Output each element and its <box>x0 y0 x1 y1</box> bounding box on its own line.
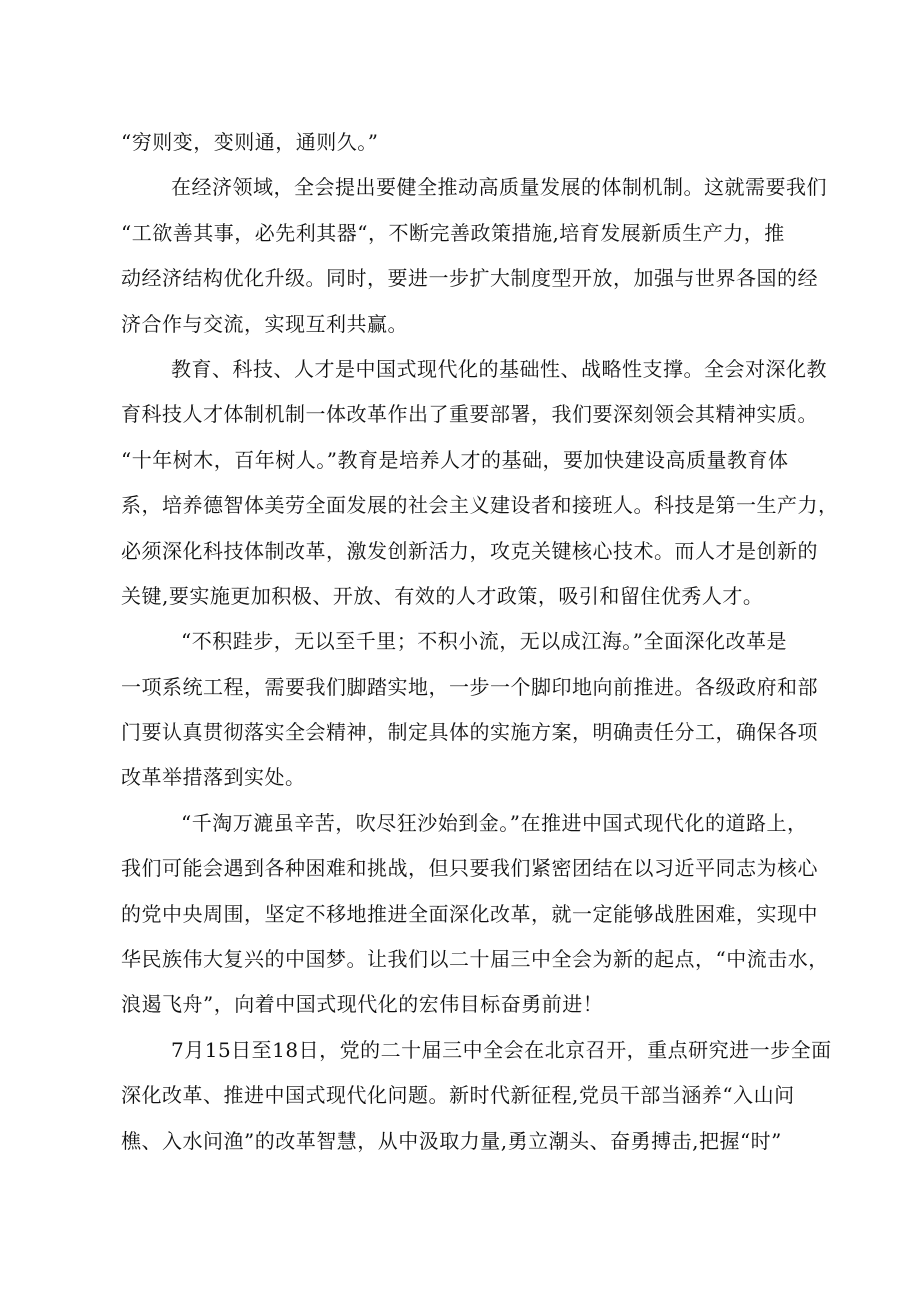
paragraph-steps <box>121 619 853 801</box>
paragraph-line: 的党中央周围，坚定不移地推进全面深化改革，就一定能够战胜困难，实现中 <box>121 901 818 926</box>
paragraph-quote-change <box>121 120 853 165</box>
paragraph-plenum <box>121 1028 853 1164</box>
document-body <box>121 120 853 1164</box>
paragraph-line: “工欲善其事，必先利其器“，不断完善政策措施,培育发展新质生产力，推 <box>121 220 785 245</box>
paragraph-line: 樵、入水问渔”的改革智慧，从中汲取力量,勇立潮头、奋勇搏击,把握“时” <box>121 1128 782 1153</box>
paragraph-economy <box>121 165 853 347</box>
paragraph-line: 华民族伟大复兴的中国梦。让我们以二十届三中全会为新的起点，“中流击水， <box>121 947 829 972</box>
paragraph-line: 育科技人才体制机制一体改革作出了重要部署，我们要深刻领会其精神实质。 <box>121 402 818 427</box>
paragraph-line: 系，培养德智体美劳全面发展的社会主义建设者和接班人。科技是第一生产力， <box>121 493 839 518</box>
paragraph-line: 关键,要实施更加积极、开放、有效的人才政策，吸引和留住优秀人才。 <box>121 583 764 608</box>
paragraph-line: 在经济领域，全会提出要健全推动高质量发展的体制机制。这就需要我们 <box>171 175 827 200</box>
paragraph-line: 7月15日至18日，党的二十届三中全会在北京召开，重点研究进一步全面 <box>171 1037 832 1062</box>
paragraph-education <box>121 347 853 619</box>
paragraph-line: 必须深化科技体制改革，激发创新活力，攻克关键核心技术。而人才是创新的 <box>121 538 818 563</box>
paragraph-line: “千淘万漉虽辛苦，吹尽狂沙始到金。”在推进中国式现代化的道路上， <box>181 810 808 835</box>
paragraph-line: “不积跬步，无以至千里；不积小流，无以成江海。”全面深化改革是 <box>181 629 787 654</box>
paragraph-line: “穷则变，变则通，通则久。” <box>121 130 379 154</box>
paragraph-line: 教育、科技、人才是中国式现代化的基础性、战略性支撑。全会对深化教 <box>171 356 827 381</box>
paragraph-line: 门要认真贯彻落实全会精神，制定具体的实施方案，明确责任分工，确保各项 <box>121 720 818 745</box>
paragraph-line: 我们可能会遇到各种困难和挑战，但只要我们紧密团结在以习近平同志为核心 <box>121 856 818 881</box>
paragraph-line: 一项系统工程，需要我们脚踏实地，一步一个脚印地向前推进。各级政府和部 <box>121 674 818 699</box>
paragraph-line: 改革举措落到实处。 <box>121 765 306 790</box>
paragraph-line: 济合作与交流，实现互利共赢。 <box>121 311 408 336</box>
paragraph-line: 深化改革、推进中国式现代化问题。新时代新征程,党员干部当涵养“入山问 <box>121 1083 795 1108</box>
paragraph-line: 动经济结构优化升级。同时，要进一步扩大制度型开放，加强与世界各国的经 <box>121 266 818 291</box>
paragraph-line: “十年树木，百年树人。”教育是培养人才的基础，要加快建设高质量教育体 <box>121 447 789 472</box>
paragraph-gold <box>121 801 853 1028</box>
paragraph-line: 浪遏飞舟”，向着中国式现代化的宏伟目标奋勇前进！ <box>121 992 604 1017</box>
